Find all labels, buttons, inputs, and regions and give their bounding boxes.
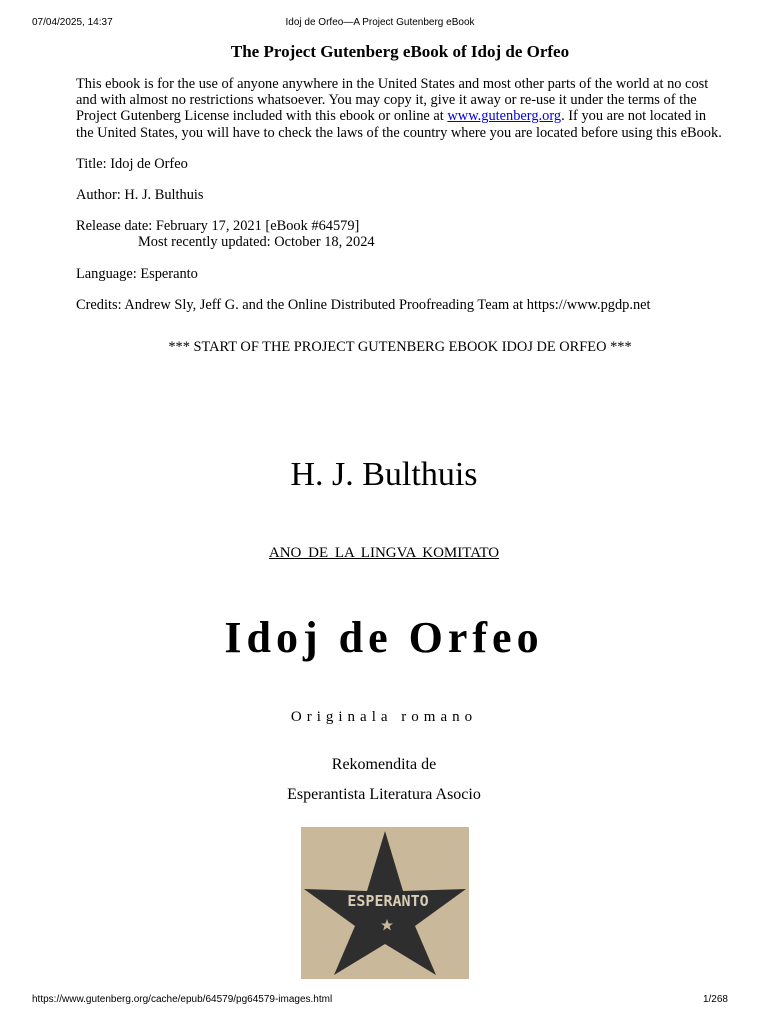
print-page-title: Idoj de Orfeo—A Project Gutenberg eBook xyxy=(285,17,475,28)
titlepage-association: Esperantista Literatura Asocio xyxy=(287,786,481,803)
titlepage-committee: ANO DE LA LINGVA KOMITATO xyxy=(268,545,500,561)
license-text-before: This ebook is for the use of anyone anywhere in the United States and most other parts of the world at no cost and with almost no restrictions whatsoever. You may copy it, give it away or re-use it under the terms of the Project Gutenberg License included with this ebook or online at xyxy=(76,76,709,125)
esperanto-emblem-image xyxy=(301,827,469,979)
print-header xyxy=(32,17,728,31)
print-url: https://www.gutenberg.org/cache/epub/64579/pg64579-images.html xyxy=(32,994,333,1005)
meta-title: Title: Idoj de Orfeo xyxy=(76,155,188,172)
document-body xyxy=(76,42,724,355)
gutenberg-link[interactable]: www.gutenberg.org xyxy=(447,108,562,125)
esperanto-star-icon xyxy=(301,827,469,979)
print-timestamp: 07/04/2025, 14:37 xyxy=(32,17,113,28)
license-paragraph xyxy=(76,76,724,141)
meta-author: Author: H. J. Bulthuis xyxy=(76,187,204,204)
meta-release-date: Release date: February 17, 2021 [eBook #64579] xyxy=(76,218,360,235)
start-marker: *** START OF THE PROJECT GUTENBERG EBOOK IDOJ DE ORFEO *** xyxy=(168,339,632,356)
meta-language: Language: Esperanto xyxy=(76,265,198,282)
titlepage-author: H. J. Bulthuis xyxy=(290,456,478,493)
print-footer xyxy=(32,994,728,1008)
meta-updated-date: Most recently updated: October 18, 2024 xyxy=(138,234,375,251)
license-text-after: . If you are not located in the United States, you will have to check the laws of the country where you are located before using this eBook. xyxy=(76,108,722,141)
print-page-counter: 1/268 xyxy=(702,994,728,1005)
page-title: The Project Gutenberg eBook of Idoj de Orfeo xyxy=(230,42,570,61)
titlepage-recommended: Rekomendita de xyxy=(331,756,437,773)
titlepage-subtitle: Originala romano xyxy=(290,709,478,725)
titlepage-book-title: Idoj de Orfeo xyxy=(224,613,544,662)
star-label: ESPERANTO xyxy=(347,892,429,910)
meta-credits: Credits: Andrew Sly, Jeff G. and the Online Distributed Proofreading Team at https://www.pgdp.net xyxy=(76,296,651,313)
